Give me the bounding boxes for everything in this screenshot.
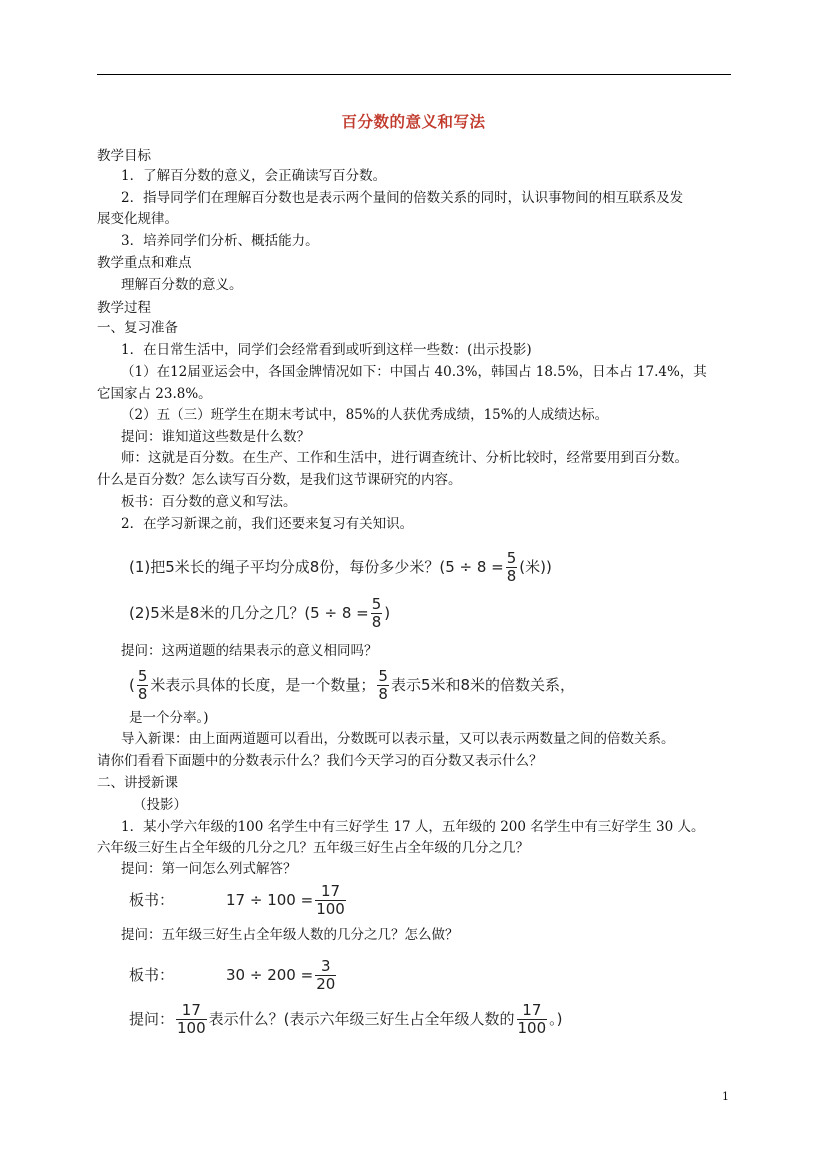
question-label: 提问：: [129, 1010, 175, 1028]
text-line: （1）在12届亚运会中，各国金牌情况如下：中国占 40.3%，韩国占 18.5%，日本占 17.4%，其: [121, 364, 707, 380]
fraction: [137, 669, 149, 702]
board-note-2: [129, 959, 338, 992]
header-rule: [97, 74, 731, 75]
fraction: [371, 597, 383, 630]
text-line: 提问：五年级三好生占全年级人数的几分之几？怎么做？: [121, 927, 459, 943]
text-line: 它国家占 23.8%。: [97, 386, 212, 402]
text-line: 提问：这两道题的结果表示的意义相同吗？: [121, 643, 378, 659]
text-line: （2）五（三）班学生在期末考试中，85%的人获优秀成绩，15%的人成绩达标。: [121, 407, 609, 423]
close-paren: ): [384, 604, 391, 622]
fraction: [517, 1003, 548, 1036]
fraction-denominator: 8: [378, 685, 388, 703]
fraction-denominator: 100: [517, 1019, 547, 1037]
section-heading: 教学目标: [97, 148, 151, 164]
board-note-1: [129, 884, 348, 917]
open-paren: (: [129, 676, 135, 694]
text-line: 板书：百分数的意义和写法。: [121, 494, 297, 510]
fraction-denominator: 8: [371, 613, 382, 631]
text-line: 理解百分数的意义。: [121, 277, 243, 293]
text-line: 六年级三好生占全年级的几分之几？五年级三好生占全年级的几分之几？: [97, 840, 529, 856]
text-line: 师：这就是百分数。在生产、工作和生活中，进行调查统计、分析比较时，经常要用到百分数。: [121, 450, 688, 466]
text-line: 提问：谁知道这些数是什么数？: [121, 429, 310, 445]
page-title: 百分数的意义和写法: [341, 112, 486, 131]
answer-text: 米表示具体的长度，是一个数量；: [150, 676, 376, 694]
text-line: 2．在学习新课之前，我们还要来复习有关知识。: [121, 516, 414, 532]
section-heading: 教学重点和难点: [97, 255, 192, 271]
board-label: 板书：: [129, 966, 175, 984]
fraction-denominator: 8: [506, 567, 517, 585]
fraction-denominator: 100: [177, 1019, 206, 1037]
fraction: [377, 669, 389, 702]
fraction-denominator: 100: [316, 900, 345, 918]
question-text: 。): [549, 1010, 563, 1028]
section-heading: 二、讲授新课: [97, 775, 178, 791]
board-expression: 30 ÷ 200 =: [226, 966, 314, 984]
text-line: （投影）: [133, 797, 187, 813]
fraction-numerator: 5: [378, 667, 388, 685]
text-line: 3．培养同学们分析、概括能力。: [121, 233, 319, 249]
question-line: [129, 1003, 563, 1036]
question-text: (1)把5米长的绳子平均分成8份，每份多少米？(5 ÷ 8 =: [129, 558, 504, 576]
text-line: 1．在日常生活中，同学们会经常看到或听到这样一些数：(出示投影): [121, 342, 532, 358]
fraction-numerator: 5: [506, 549, 517, 567]
math-question-1: [129, 551, 552, 584]
section-heading: 一、复习准备: [97, 320, 178, 336]
text-line: 导入新课：由上面两道题可以看出，分数既可以表示量，又可以表示两数量之间的倍数关系。: [121, 731, 675, 747]
fraction-numerator: 5: [137, 667, 148, 685]
fraction-denominator: 8: [137, 685, 148, 703]
section-heading: 教学过程: [97, 300, 151, 316]
question-text: (2)5米是8米的几分之几？(5 ÷ 8 =: [129, 604, 369, 622]
text-line: 请你们看看下面题中的分数表示什么？我们今天学习的百分数又表示什么？: [97, 753, 543, 769]
fraction-numerator: 3: [320, 957, 331, 975]
text-line: 提问：第一问怎么列式解答？: [121, 861, 297, 877]
fraction-numerator: 17: [522, 1001, 542, 1019]
question-text: 表示什么？(表示六年级三好生占全年级人数的: [208, 1010, 515, 1028]
fraction: [506, 551, 518, 584]
text-line: 展变化规律。: [97, 211, 178, 227]
answer-line: [129, 669, 575, 702]
text-line: 1．某小学六年级的100 名学生中有三好学生 17 人，五年级的 200 名学生中有三好学生 30 人。: [121, 819, 705, 835]
answer-text: 表示5米和8米的倍数关系，: [390, 676, 576, 694]
fraction-numerator: 17: [320, 882, 341, 900]
unit-text: (米)): [519, 558, 552, 576]
page-number: 1: [722, 1090, 729, 1103]
fraction-denominator: 20: [316, 975, 336, 993]
text-line: 1．了解百分数的意义，会正确读写百分数。: [121, 168, 387, 184]
text-line: 是一个分率。): [129, 710, 209, 726]
math-question-2: [129, 597, 390, 630]
fraction-numerator: 5: [371, 595, 382, 613]
text-line: 什么是百分数？怎么读写百分数，是我们这节课研究的内容。: [97, 472, 462, 488]
fraction: [176, 1003, 207, 1036]
fraction: [315, 959, 336, 992]
text-line: 2．指导同学们在理解百分数也是表示两个量间的倍数关系的同时，认识事物间的相互联系及发: [121, 190, 684, 206]
board-expression: 17 ÷ 100 =: [226, 891, 314, 909]
fraction: [315, 884, 346, 917]
board-label: 板书：: [129, 891, 175, 909]
fraction-numerator: 17: [181, 1001, 201, 1019]
